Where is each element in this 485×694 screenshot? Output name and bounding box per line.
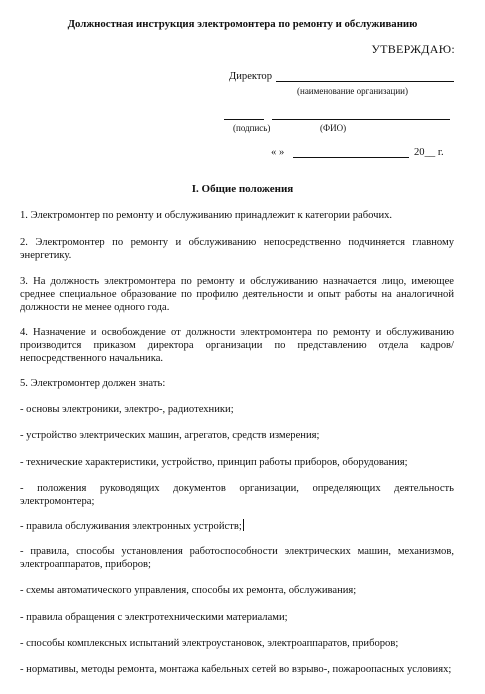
paragraph-1: 1. Электромонтер по ремонту и обслуживанию принадлежит к категории рабочих. xyxy=(20,210,393,221)
organization-line xyxy=(276,69,454,82)
signature-caption: (подпись) xyxy=(233,123,271,133)
list-item: - правила обращения с электротехническими материалами; xyxy=(20,612,288,623)
name-line xyxy=(272,107,450,120)
list-item: - основы электроники, электро-, радиотехники; xyxy=(20,404,234,415)
list-item: - положения руководящих документов организации, определяющих деятельность электромонтера; xyxy=(20,483,454,507)
date-prefix: « » xyxy=(271,147,285,158)
organization-caption: (наименование организации) xyxy=(297,86,408,96)
text-cursor xyxy=(243,519,244,531)
list-item: - способы комплексных испытаний электроустановок, электроаппаратов, приборов; xyxy=(20,638,399,649)
date-line xyxy=(293,146,409,158)
director-label: Директор xyxy=(229,71,272,82)
list-item: - нормативы, методы ремонта, монтажа кабельных сетей во взрыво-, пожароопасных условиях; xyxy=(20,664,452,675)
list-item: - правила, способы установления работоспособности электрических машин, механизмов, электроаппаратов, приборов; xyxy=(20,546,454,570)
signature-line xyxy=(224,107,264,120)
list-item: - схемы автоматического управления, способы их ремонта, обслуживания; xyxy=(20,585,357,596)
date-suffix: 20__ г. xyxy=(414,147,444,158)
section-heading: I. Общие положения xyxy=(191,183,294,195)
approve-label: УТВЕРЖДАЮ: xyxy=(371,42,455,56)
name-caption: (ФИО) xyxy=(320,123,347,133)
paragraph-5: 5. Электромонтер должен знать: xyxy=(20,378,166,389)
list-item: - технические характеристики, устройство, принцип работы приборов, оборудования; xyxy=(20,457,408,468)
paragraph-2: 2. Электромонтер по ремонту и обслуживанию непосредственно подчиняется главному энергетику. xyxy=(20,237,454,261)
list-item-text: - правила обслуживания электронных устройств; xyxy=(20,521,242,532)
list-item-with-cursor xyxy=(20,519,454,533)
paragraph-4: 4. Назначение и освобождение от должности электромонтера по ремонту и обслуживанию производится приказом директора организации по представлению отдела кадров/непосредственного начальника. xyxy=(20,327,454,364)
paragraph-3: 3. На должность электромонтера по ремонту и обслуживанию назначается лицо, имеющее среднее специальное образование по профилю деятельности и опыт работы на аналогичной должности не менее одного года. xyxy=(20,276,454,313)
document-title: Должностная инструкция электромонтера по ремонту и обслуживанию xyxy=(67,18,418,30)
list-item: - устройство электрических машин, агрегатов, средств измерения; xyxy=(20,430,320,441)
